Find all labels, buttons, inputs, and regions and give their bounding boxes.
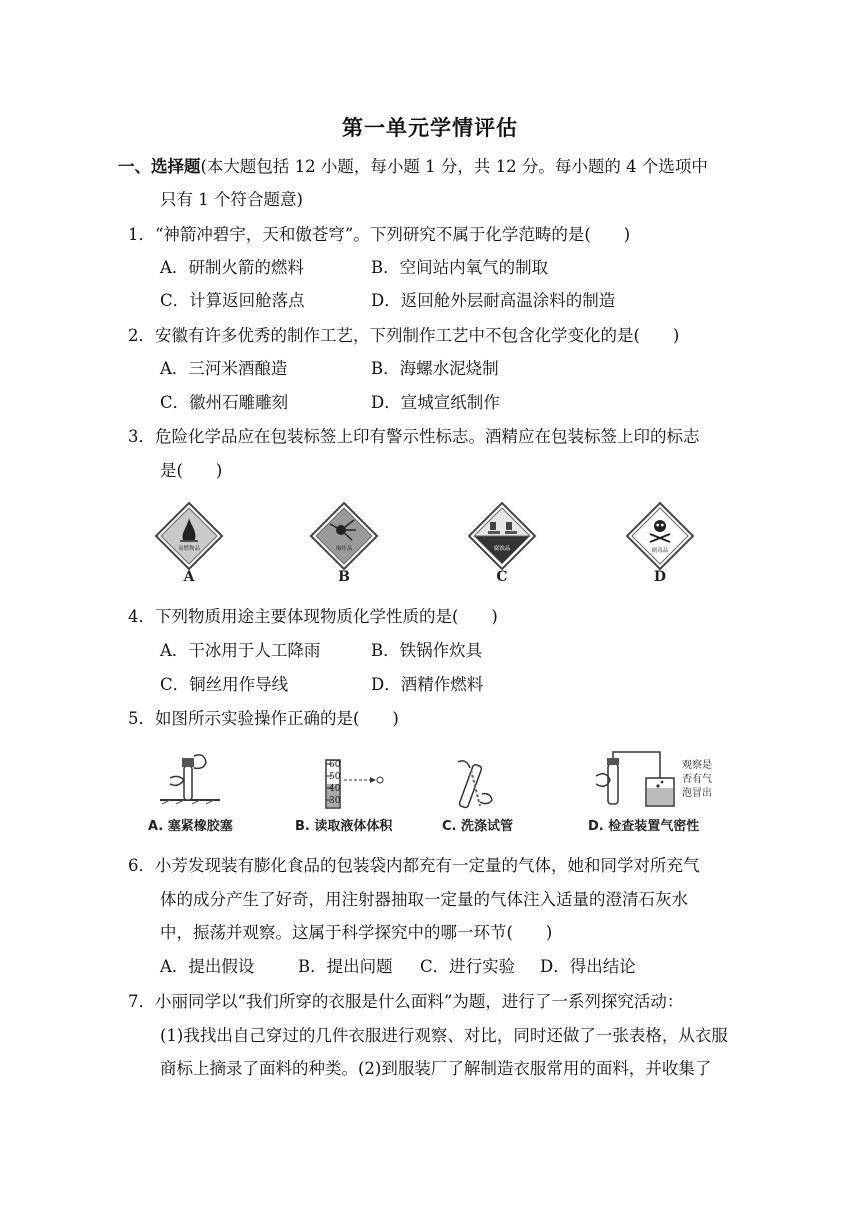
q1-stem: 1．“神箭冲碧宇，天和傲苍穹”。下列研究不属于化学范畴的是( ) bbox=[128, 225, 631, 244]
sign-c-letter: C bbox=[496, 569, 508, 585]
page-title: 第一单元学情评估 bbox=[342, 115, 518, 140]
q1-option-d: D．返回舱外层耐高温涂料的制造 bbox=[371, 291, 616, 310]
q7-stem-line-1: 7．小丽同学以“我们所穿的衣服是什么面料”为题，进行了一系列探究活动： bbox=[128, 992, 684, 1011]
note-line-2: 否有气 bbox=[682, 774, 712, 785]
q2-option-b: B．海螺水泥烧制 bbox=[371, 359, 499, 378]
q2-option-a: A．三河米酒酿造 bbox=[160, 359, 288, 378]
caption-d: D. 检查装置气密性 bbox=[588, 819, 700, 834]
q4-option-a: A．干冰用于人工降雨 bbox=[160, 641, 321, 660]
q7-stem-line-2: (1)我找出自己穿过的几件衣服进行观察、对比，同时还做了一张表格，从衣服 bbox=[160, 1026, 728, 1045]
stopper-tube-illustration bbox=[160, 755, 220, 804]
note-line-3: 泡冒出 bbox=[682, 788, 712, 799]
section-description-cont: 只有 1 个符合题意) bbox=[160, 190, 303, 209]
q3-hazard-signs-figure bbox=[140, 500, 720, 588]
section-heading: 一、选择题 bbox=[118, 157, 201, 176]
q4-stem: 4．下列物质用途主要体现物质化学性质的是( ) bbox=[128, 607, 498, 626]
section-description: (本大题包括 12 小题，每小题 1 分，共 12 分。每小题的 4 个选项中 bbox=[200, 157, 708, 176]
q1-option-a: A．研制火箭的燃料 bbox=[160, 258, 304, 277]
corrosive-sign-icon bbox=[469, 503, 535, 569]
sign-d-text: 剧毒品 bbox=[651, 548, 669, 554]
sign-b-letter: B bbox=[338, 569, 350, 585]
airtightness-check-illustration bbox=[596, 752, 712, 806]
caption-c: C. 洗涤试管 bbox=[442, 819, 514, 834]
caption-a: A. 塞紧橡胶塞 bbox=[148, 819, 233, 834]
q1-option-b: B．空间站内氧气的制取 bbox=[371, 258, 549, 277]
q6-option-a: A．提出假设 bbox=[160, 957, 255, 976]
q6-stem-line-2: 体的成分产生了好奇，用注射器抽取一定量的气体注入适量的澄清石灰水 bbox=[160, 890, 688, 909]
q6-stem-line-1: 6．小芳发现装有膨化食品的包装袋内都充有一定量的气体，她和同学对所充气 bbox=[128, 856, 700, 875]
q6-option-c: C．进行实验 bbox=[420, 957, 516, 976]
q6-stem-line-3: 中，振荡并观察。这属于科学探究中的哪一环节( ) bbox=[160, 923, 553, 942]
q1-option-c: C．计算返回舱落点 bbox=[160, 291, 305, 310]
q6-option-b: B．提出问题 bbox=[298, 957, 393, 976]
tick-30: 30 bbox=[329, 796, 341, 806]
caption-b: B. 读取液体体积 bbox=[295, 819, 393, 834]
q4-option-c: C．铜丝用作导线 bbox=[160, 675, 289, 694]
sign-a-text: 易燃物品 bbox=[177, 546, 201, 552]
flammable-sign-icon bbox=[156, 503, 222, 569]
washing-tube-illustration bbox=[458, 761, 492, 809]
sign-b-text: 爆炸品 bbox=[335, 546, 353, 552]
tick-40: 40 bbox=[329, 784, 341, 794]
q4-option-b: B．铁锅作炊具 bbox=[371, 641, 483, 660]
graduated-cylinder-illustration bbox=[326, 760, 383, 808]
q3-stem-cont: 是( ) bbox=[160, 461, 223, 480]
sign-c-text: 腐蚀品 bbox=[493, 546, 511, 552]
sign-a-letter: A bbox=[183, 569, 195, 585]
q5-stem: 5．如图所示实验操作正确的是( ) bbox=[128, 709, 399, 728]
explosive-sign-icon bbox=[311, 503, 377, 569]
q3-stem: 3．危险化学品应在包装标签上印有警示性标志。酒精应在包装标签上印的标志 bbox=[128, 427, 700, 446]
tick-60: 60 bbox=[329, 760, 341, 770]
q6-option-d: D．得出结论 bbox=[540, 957, 636, 976]
q2-stem: 2．安徽有许多优秀的制作工艺，下列制作工艺中不包含化学变化的是( ) bbox=[128, 326, 680, 345]
tick-50: 50 bbox=[329, 772, 341, 782]
note-line-1: 观察是 bbox=[682, 760, 712, 771]
q4-option-d: D．酒精作燃料 bbox=[371, 675, 484, 694]
q7-stem-line-3: 商标上摘录了面料的种类。(2)到服装厂了解制造衣服常用的面料，并收集了 bbox=[160, 1059, 712, 1078]
q2-option-c: C．徽州石雕雕刻 bbox=[160, 393, 289, 412]
q5-lab-operations-figure bbox=[140, 748, 730, 840]
sign-d-letter: D bbox=[653, 569, 667, 585]
toxic-sign-icon bbox=[627, 503, 693, 569]
q2-option-d: D．宣城宣纸制作 bbox=[371, 393, 500, 412]
section-heading-line bbox=[118, 156, 708, 178]
